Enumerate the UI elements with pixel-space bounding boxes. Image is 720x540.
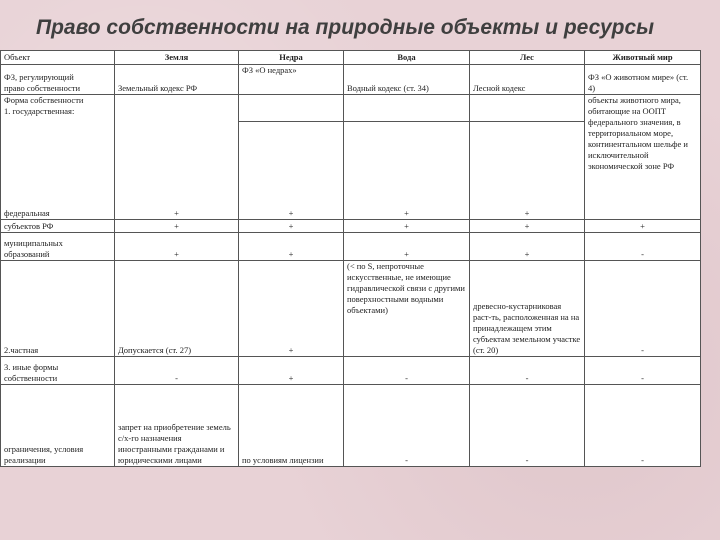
subjects-row bbox=[1, 220, 701, 233]
header-subsoil: Недра bbox=[239, 51, 344, 65]
other-fauna: - bbox=[585, 357, 701, 385]
restrictions-fauna: - bbox=[585, 385, 701, 467]
blank-cell bbox=[344, 95, 470, 122]
restrictions-land: запрет на приобретение земель с/х-го назначения иностранными гражданами и юридическими лицами bbox=[115, 385, 239, 467]
subjects-subsoil: + bbox=[239, 220, 344, 233]
municipal-label-line1: муниципальных bbox=[4, 237, 63, 248]
other-water: - bbox=[344, 357, 470, 385]
federal-water: + bbox=[344, 122, 470, 220]
federal-subsoil: + bbox=[239, 122, 344, 220]
other-forest: - bbox=[470, 357, 585, 385]
subjects-label: субъектов РФ bbox=[1, 220, 115, 233]
blank-cell bbox=[239, 95, 344, 122]
other-label-line1: 3. иные формы bbox=[4, 361, 59, 372]
ownership-table bbox=[0, 50, 701, 467]
municipal-subsoil: + bbox=[239, 233, 344, 261]
header-land: Земля bbox=[115, 51, 239, 65]
other-label bbox=[1, 357, 115, 385]
federal-label: федеральная bbox=[1, 122, 115, 220]
law-subsoil: ФЗ «О недрах» bbox=[239, 65, 344, 95]
header-row bbox=[1, 51, 701, 65]
private-row bbox=[1, 261, 701, 357]
ownership-form-line1: Форма собственности bbox=[4, 95, 84, 105]
law-forest: Лесной кодекс bbox=[470, 65, 585, 95]
municipal-fauna: - bbox=[585, 233, 701, 261]
municipal-water: + bbox=[344, 233, 470, 261]
header-object: Объект bbox=[1, 51, 115, 65]
private-subsoil: + bbox=[239, 261, 344, 357]
municipal-label bbox=[1, 233, 115, 261]
ownership-form-label bbox=[1, 95, 115, 122]
restrictions-label-line2: реализации bbox=[4, 454, 46, 465]
slide-title: Право собственности на природные объекты и ресурсы bbox=[36, 16, 655, 39]
other-land: - bbox=[115, 357, 239, 385]
law-fauna: ФЗ «О животном мире» (ст. 4) bbox=[585, 65, 701, 95]
header-forest: Лес bbox=[470, 51, 585, 65]
other-label-line2: собственности bbox=[4, 372, 58, 383]
restrictions-forest: - bbox=[470, 385, 585, 467]
law-label-line1: ФЗ, регулирующий bbox=[4, 71, 74, 82]
restrictions-label-line1: ограничения, условия bbox=[4, 443, 84, 454]
subjects-water: + bbox=[344, 220, 470, 233]
municipal-row bbox=[1, 233, 701, 261]
private-label: 2.частная bbox=[1, 261, 115, 357]
ownership-form-line2: 1. государственная: bbox=[4, 106, 75, 117]
ownership-table-sheet bbox=[0, 50, 700, 466]
private-land: Допускается (ст. 27) bbox=[115, 261, 239, 357]
restrictions-water: - bbox=[344, 385, 470, 467]
municipal-land: + bbox=[115, 233, 239, 261]
blank-cell bbox=[470, 95, 585, 122]
blank-cell bbox=[115, 95, 239, 122]
private-forest: древесно-кустарниковая раст-ть, расположенная на на принадлежащем этим субъектам земельном участке (ст. 20) bbox=[470, 261, 585, 357]
law-label bbox=[1, 65, 115, 95]
subjects-land: + bbox=[115, 220, 239, 233]
other-row bbox=[1, 357, 701, 385]
ownership-form-row bbox=[1, 95, 701, 122]
municipal-forest: + bbox=[470, 233, 585, 261]
municipal-label-line2: образований bbox=[4, 248, 50, 259]
header-fauna: Животный мир bbox=[585, 51, 701, 65]
law-label-line2: право собственности bbox=[4, 82, 81, 93]
private-water: (< по S, непроточные искусственные, не имеющие гидравлической связи с другими поверхностными водными объектами) bbox=[344, 261, 470, 357]
other-subsoil: + bbox=[239, 357, 344, 385]
law-row bbox=[1, 65, 701, 95]
subjects-forest: + bbox=[470, 220, 585, 233]
restrictions-label bbox=[1, 385, 115, 467]
law-water: Водный кодекс (ст. 34) bbox=[344, 65, 470, 95]
federal-land: + bbox=[115, 122, 239, 220]
law-land: Земельный кодекс РФ bbox=[115, 65, 239, 95]
private-fauna: - bbox=[585, 261, 701, 357]
subjects-fauna: + bbox=[585, 220, 701, 233]
restrictions-subsoil: по условиям лицензии bbox=[239, 385, 344, 467]
restrictions-row bbox=[1, 385, 701, 467]
header-water: Вода bbox=[344, 51, 470, 65]
state-fauna-note: объекты животного мира, обитающие на ООПТ федерального значения, в территориальном море, континентальном шельфе и исключительной экономической зоне РФ bbox=[585, 95, 701, 220]
federal-forest: + bbox=[470, 122, 585, 220]
